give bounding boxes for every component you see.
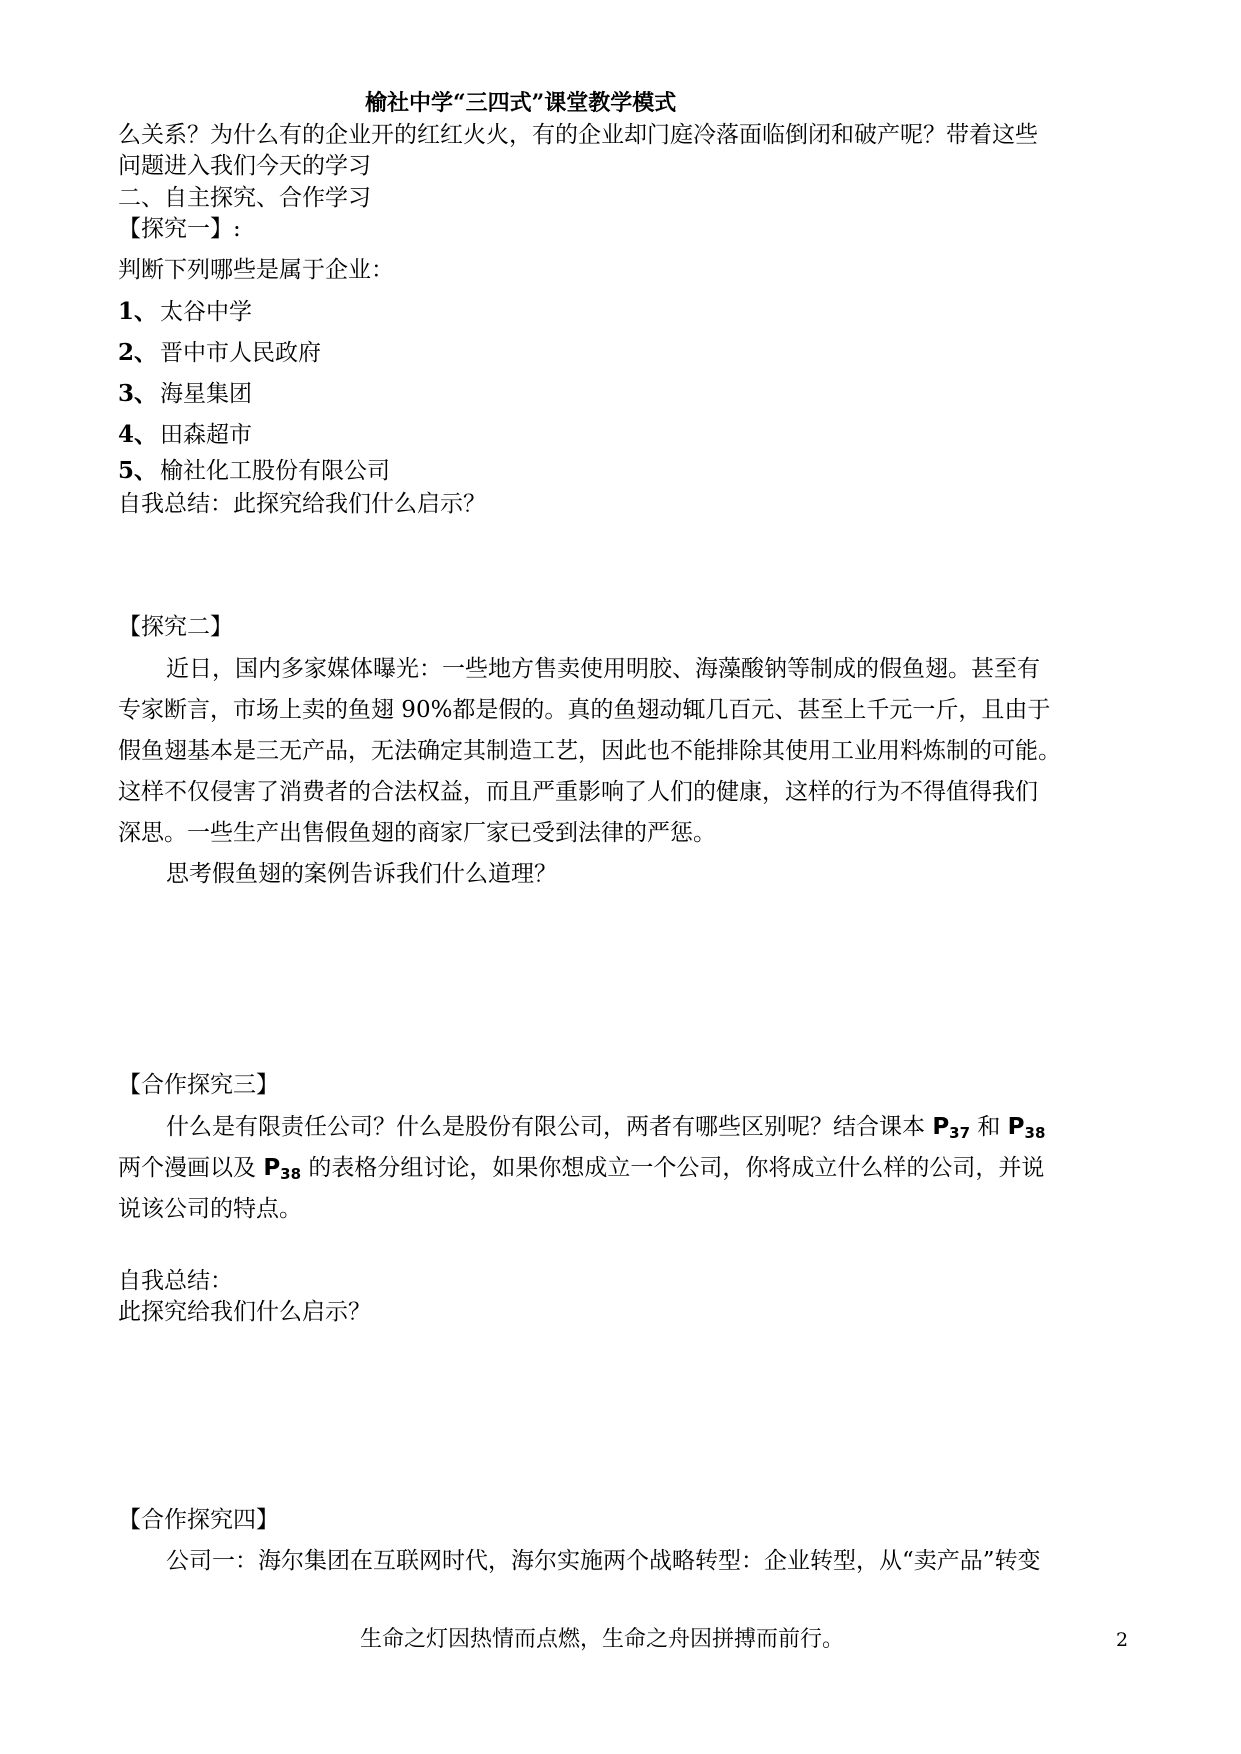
explore2-line-5: 深思。一些生产出售假鱼翅的商家厂家已受到法律的严惩。 xyxy=(118,820,716,846)
page-ref-letter: P xyxy=(932,1114,950,1140)
page-ref-number: 38 xyxy=(1024,1124,1046,1142)
page-ref-letter: P xyxy=(263,1155,281,1181)
intro-line-1: 么关系？为什么有的企业开的红红火火，有的企业却门庭冷落面临倒闭和破产呢？带着这些 xyxy=(118,122,1038,148)
page-ref-p38 xyxy=(1008,1114,1046,1140)
explore2-line-2: 专家断言，市场上卖的鱼翅 90%都是假的。真的鱼翅动辄几百元、甚至上千元一斤，且由于 xyxy=(118,697,1051,723)
list-item-number: 2、 xyxy=(118,339,158,366)
page-ref-p37 xyxy=(932,1114,970,1140)
explore2-line-1: 近日，国内多家媒体曝光：一些地方售卖使用明胶、海藻酸钠等制成的假鱼翅。甚至有 xyxy=(166,656,1040,682)
explore3-text: 什么是有限责任公司？什么是股份有限公司，两者有哪些区别呢？结合课本 xyxy=(166,1114,933,1140)
list-item-number: 4、 xyxy=(118,421,158,448)
intro-line-2: 问题进入我们今天的学习 xyxy=(118,153,371,179)
explore1-summary: 自我总结：此探究给我们什么启示？ xyxy=(118,491,486,517)
page-header: 榆社中学“三四式”课堂教学模式 xyxy=(365,90,677,116)
explore2-line-3: 假鱼翅基本是三无产品，无法确定其制造工艺，因此也不能排除其使用工业用料炼制的可能。 xyxy=(118,738,1061,764)
list-item xyxy=(118,379,252,409)
page-ref-letter: P xyxy=(1007,1114,1025,1140)
explore3-line-2 xyxy=(118,1153,1044,1185)
explore4-title: 【合作探究四】 xyxy=(118,1507,279,1533)
list-item-text: 海星集团 xyxy=(160,381,252,407)
explore3-line-3: 说该公司的特点。 xyxy=(118,1196,302,1222)
explore3-text: 和 xyxy=(970,1114,1008,1140)
list-item-number: 1、 xyxy=(118,298,158,325)
explore2-question: 思考假鱼翅的案例告诉我们什么道理？ xyxy=(166,861,557,887)
list-item xyxy=(118,456,390,486)
section-heading: 二、自主探究、合作学习 xyxy=(118,185,371,211)
page-ref-number: 37 xyxy=(949,1124,971,1142)
explore3-line-1 xyxy=(166,1112,1045,1144)
explore2-line-4: 这样不仅侵害了消费者的合法权益，而且严重影响了人们的健康，这样的行为不得值得我们 xyxy=(118,779,1038,805)
list-item-number: 3、 xyxy=(118,380,158,407)
explore3-summary-label: 自我总结： xyxy=(118,1268,233,1294)
page-number: 2 xyxy=(1116,1629,1129,1651)
explore3-title: 【合作探究三】 xyxy=(118,1072,279,1098)
list-item xyxy=(118,420,252,450)
explore3-text: 的表格分组讨论，如果你想成立一个公司，你将成立什么样的公司，并说 xyxy=(301,1155,1045,1181)
page-footer: 生命之灯因热情而点燃，生命之舟因拼搏而前行。 xyxy=(360,1627,845,1652)
list-item xyxy=(118,338,321,368)
list-item xyxy=(118,297,252,327)
list-item-number: 5、 xyxy=(118,457,158,484)
explore3-summary-question: 此探究给我们什么启示？ xyxy=(118,1299,371,1325)
explore2-title: 【探究二】 xyxy=(118,614,233,640)
list-item-text: 田森超市 xyxy=(160,422,252,448)
explore1-title: 【探究一】: xyxy=(118,216,241,242)
list-item-text: 榆社化工股份有限公司 xyxy=(160,458,390,484)
explore4-line-1: 公司一：海尔集团在互联网时代，海尔实施两个战略转型：企业转型，从“卖产品”转变 xyxy=(166,1548,1041,1574)
explore3-text: 两个漫画以及 xyxy=(118,1155,264,1181)
list-item-text: 太谷中学 xyxy=(160,299,252,325)
list-item-text: 晋中市人民政府 xyxy=(160,340,321,366)
explore1-prompt: 判断下列哪些是属于企业： xyxy=(118,257,394,283)
page-ref-number: 38 xyxy=(280,1165,302,1183)
page-ref-p38 xyxy=(263,1155,301,1181)
